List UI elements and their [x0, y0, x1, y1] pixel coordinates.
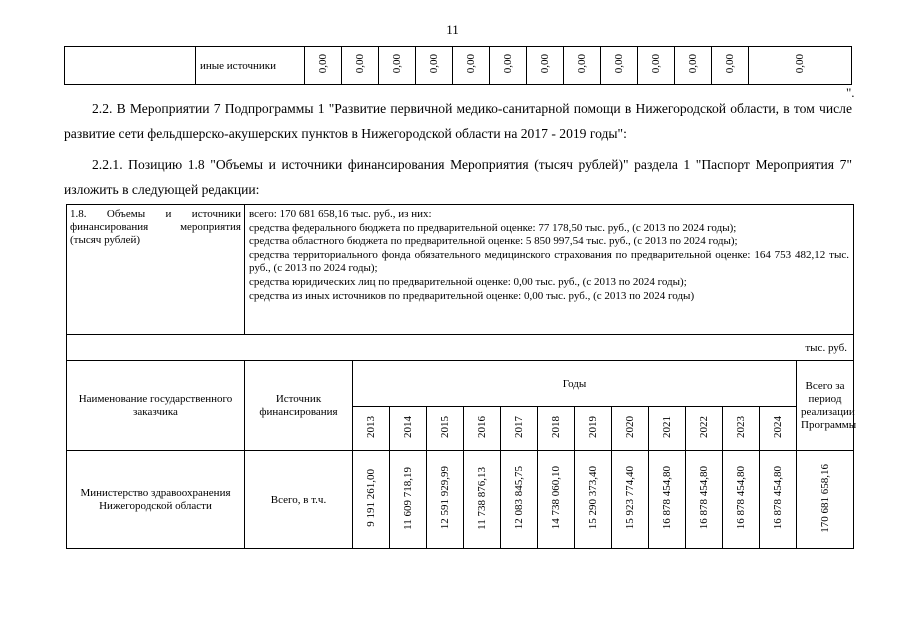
year-header: 2016 [464, 407, 501, 451]
year-value-cell: 11 609 718,19 [390, 451, 427, 549]
value-cell: 0,00 [342, 47, 379, 85]
year-value-cell: 12 591 929,99 [427, 451, 464, 549]
year-header: 2015 [427, 407, 464, 451]
year-header: 2019 [575, 407, 612, 451]
year-header: 2021 [649, 407, 686, 451]
year-value-cell: 15 290 373,40 [575, 451, 612, 549]
year-header: 2024 [760, 407, 797, 451]
passport-table [66, 204, 857, 549]
financing-line-regional: средства областного бюджета по предварительной оценке: 5 850 997,54 тыс. руб., (с 2013 по 2024 годы); [249, 235, 738, 248]
year-value-cell: 16 878 454,80 [649, 451, 686, 549]
financing-line-tfoms: средства территориального фонда обязательного медицинского страхования по предварительной оценке: 164 753 482,12 тыс. руб., (с 2013 по 2024 годы); [249, 248, 849, 275]
source-label: иные источники [196, 47, 305, 85]
year-header: 2014 [390, 407, 427, 451]
value-cell: 0,00 [527, 47, 564, 85]
value-cell: 0,00 [675, 47, 712, 85]
top-table [64, 46, 852, 85]
value-cell: 0,00 [601, 47, 638, 85]
total-cell: 0,00 [749, 47, 852, 85]
value-cell: 0,00 [564, 47, 601, 85]
paragraph-2-2-1: 2.2.1. Позицию 1.8 "Объемы и источники финансирования Мероприятия (тысяч рублей)" раздела 1 "Паспорт Мероприятия 7" изложить в следующей редакции: [64, 157, 852, 197]
financing-line-total: всего: 170 681 658,16 тыс. руб., из них: [249, 208, 432, 220]
col-total-header: Всего за период реализации Программы [797, 361, 854, 451]
unit-label: тыс. руб. [67, 335, 854, 361]
passport-financing-text [245, 205, 854, 335]
col-years-header: Годы [353, 361, 797, 407]
page-number: 11 [446, 22, 459, 37]
value-cell: 0,00 [305, 47, 342, 85]
quote-close: ". [846, 85, 855, 100]
col-source-header: Источник финансирования [245, 361, 353, 451]
financing-line-other: средства из иных источников по предварительной оценке: 0,00 тыс. руб., (с 2013 по 2024 годы) [249, 289, 695, 302]
passport-left-label: 1.8. Объемы и источники финансирования мероприятия (тысяч рублей) [67, 205, 245, 335]
table-row [67, 451, 854, 549]
year-header: 2018 [538, 407, 575, 451]
customer-cell: Министерство здравоохранения Нижегородской области [67, 451, 245, 549]
year-value-cell: 11 738 876,13 [464, 451, 501, 549]
year-value-cell: 14 738 060,10 [538, 451, 575, 549]
paragraph-2-2: 2.2. В Мероприятии 7 Подпрограммы 1 "Развитие первичной медико-санитарной помощи в Нижегородской области, в том числе развитие сети фельдшерско-акушерских пунктов в Нижегородской области на 2017 - 2019 годы": [64, 101, 852, 141]
year-header: 2013 [353, 407, 390, 451]
year-value-cell: 12 083 845,75 [501, 451, 538, 549]
financing-line-legal: средства юридических лиц по предварительной оценке: 0,00 тыс. руб., (с 2013 по 2024 годы); [249, 275, 687, 288]
value-cell: 0,00 [453, 47, 490, 85]
financing-line-federal: средства федерального бюджета по предварительной оценке: 77 178,50 тыс. руб., (с 2013 по 2024 годы); [249, 221, 737, 234]
year-value-cell: 15 923 774,40 [612, 451, 649, 549]
year-header: 2017 [501, 407, 538, 451]
year-header: 2023 [723, 407, 760, 451]
value-cell: 0,00 [416, 47, 453, 85]
year-value-cell: 9 191 261,00 [353, 451, 390, 549]
value-cell: 0,00 [379, 47, 416, 85]
value-cell: 0,00 [490, 47, 527, 85]
value-cell: 0,00 [638, 47, 675, 85]
col-customer-header: Наименование государственного заказчика [67, 361, 245, 451]
year-value-cell: 16 878 454,80 [760, 451, 797, 549]
blank-cell [65, 47, 196, 85]
year-value-cell: 16 878 454,80 [686, 451, 723, 549]
year-header: 2022 [686, 407, 723, 451]
source-cell: Всего, в т.ч. [245, 451, 353, 549]
total-value-cell: 170 681 658,16 [797, 451, 854, 549]
value-cell: 0,00 [712, 47, 749, 85]
year-header: 2020 [612, 407, 649, 451]
year-value-cell: 16 878 454,80 [723, 451, 760, 549]
